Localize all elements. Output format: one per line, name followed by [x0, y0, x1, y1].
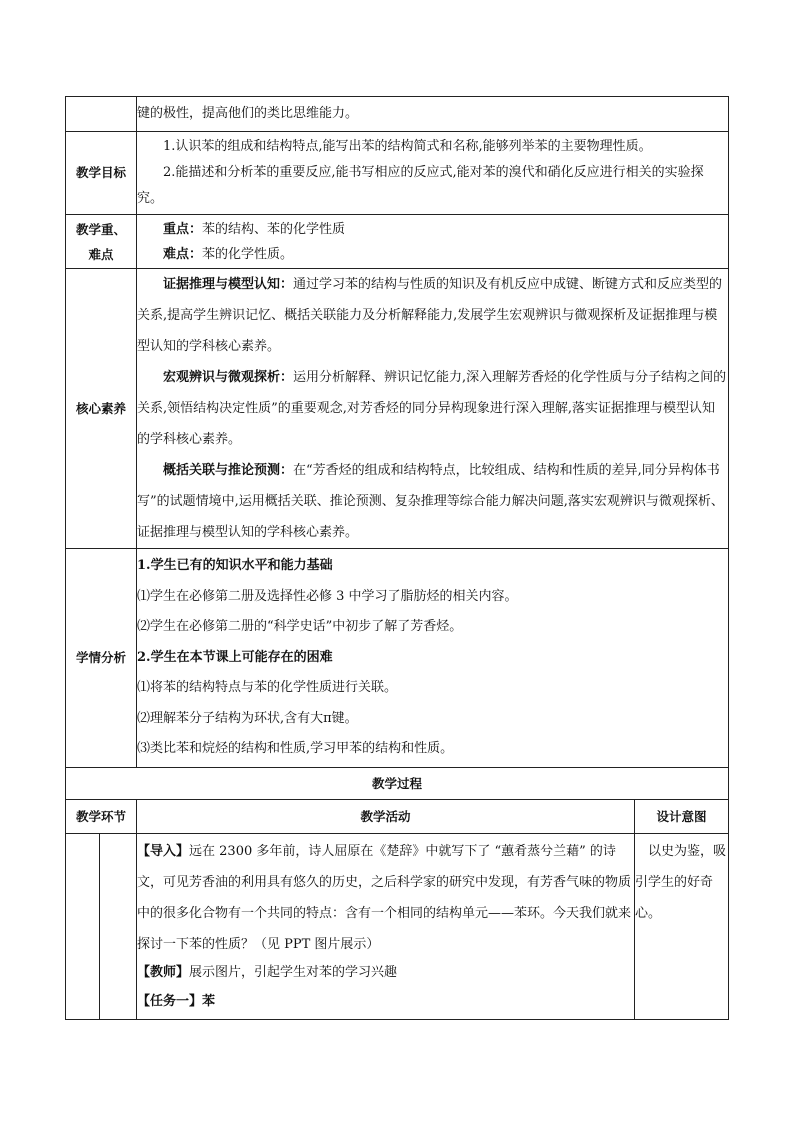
col-header-intent: 设计意图	[635, 800, 729, 834]
col-header-stage: 教学环节	[66, 800, 137, 834]
literacy-para-1-text: 通过学习苯的结构与性质的知识及有机反应中成键、断键方式和反应类型的关系,提高学生辨识记忆、概括关联能力及分析解释能力,发展学生宏观辨识与微观探析及证据推理与模型认知的学科核心素养。	[137, 277, 723, 354]
teacher-text: 展示图片，引起学生对苯的学习兴趣	[189, 965, 398, 980]
literacy-row	[66, 269, 729, 549]
intro-text: 远在 2300 多年前，诗人屈原在《楚辞》中就写下了 “蕙肴蒸兮兰藉” 的诗文，可见芳香油的利用具有悠久的历史，之后科学家的研究中发现，有芳香气味的物质中的很多化合物有一个共同的特点：含有一个相同的结构单元——苯环。今天我们就来探讨一下苯的性质？（见 PPT 图片展示）	[137, 844, 632, 952]
keypoints-label-line1: 教学重、	[75, 221, 126, 237]
key-point-label: 重点：	[163, 221, 203, 237]
stage-cell-b	[100, 834, 137, 1020]
analysis-line-5: ⑶类比苯和烷烃的结构和性质,学习甲苯的结构和性质。	[137, 741, 454, 757]
col-header-activity: 教学活动	[137, 800, 635, 834]
analysis-line-4: ⑵理解苯分子结构为环状,含有大π键。	[137, 710, 358, 726]
keypoints-label-line2: 难点	[88, 246, 114, 262]
intro-para	[137, 836, 634, 960]
keypoints-content	[137, 215, 729, 269]
teacher-para	[137, 960, 634, 985]
task-para	[137, 985, 634, 1019]
key-point-text: 苯的结构、苯的化学性质	[202, 221, 346, 237]
task-tag: 【任务一】	[137, 994, 203, 1009]
keypoints-label	[66, 215, 137, 269]
analysis-content	[137, 549, 729, 768]
literacy-para-3-head: 概括关联与推论预测：	[163, 463, 294, 478]
literacy-label: 核心素养	[66, 269, 137, 549]
literacy-para-3-text: 在“芳香烃的组成和结构特点，比较组成、结构和性质的差异,同分异构体书写”的试题情境中,运用概括关联、推论预测、复杂推理等综合能力解决问题,落实宏观辨识与微观探析、证据推理与模型认知的学科核心素养。	[137, 463, 724, 540]
analysis-heading-1: 1.学生已有的知识水平和能力基础	[137, 558, 333, 574]
literacy-content	[137, 269, 729, 549]
analysis-heading-2: 2.学生在本节课上可能存在的困难	[137, 649, 333, 665]
analysis-line-2: ⑵学生在必修第二册的“科学史话”中初步了解了芳香烃。	[137, 619, 463, 635]
keypoints-row	[66, 215, 729, 269]
goals-label: 教学目标	[66, 132, 137, 215]
goals-row	[66, 132, 729, 215]
intent-cell: 以史为鉴，吸引学生的好奇心。	[635, 834, 729, 1020]
continuation-row	[66, 97, 729, 132]
key-point	[137, 217, 728, 242]
intro-tag: 【导入】	[137, 844, 190, 859]
hard-point-text: 苯的化学性质。	[202, 246, 294, 262]
literacy-para-1-head: 证据推理与模型认知：	[163, 277, 294, 292]
process-title-row	[66, 768, 729, 800]
activity-row	[66, 834, 729, 1020]
literacy-para-2	[137, 362, 728, 455]
literacy-para-2-text: 运用分析解释、辨识记忆能力,深入理解芳香烃的化学性质与分子结构之间的关系,领悟结构决定性质”的重要观念,对芳香烃的同分异构现象进行深入理解,落实证据推理与模型认知的学科核心素养。	[137, 370, 727, 447]
literacy-para-3	[137, 455, 728, 548]
task-text: 苯	[202, 994, 216, 1009]
hard-point	[137, 242, 728, 267]
lesson-plan-table	[65, 96, 729, 1020]
process-header-row	[66, 800, 729, 834]
process-title: 教学过程	[66, 768, 729, 800]
hard-point-label: 难点：	[163, 246, 203, 262]
stage-cell-a	[66, 834, 100, 1020]
analysis-line-3: ⑴将苯的结构特点与苯的化学性质进行关联。	[137, 680, 398, 696]
activity-content	[137, 834, 635, 1020]
analysis-row	[66, 549, 729, 768]
goal-item-2: 2.能描述和分析苯的重要反应,能书写相应的反应式,能对苯的溴代和硝化反应进行相关的实验探究。	[137, 165, 704, 206]
literacy-para-1	[137, 269, 728, 362]
goal-item-1: 1.认识苯的组成和结构特点,能写出苯的结构简式和名称,能够列举苯的主要物理性质。	[163, 139, 652, 154]
goals-content	[137, 132, 729, 215]
literacy-para-2-head: 宏观辨识与微观探析：	[163, 370, 294, 385]
analysis-label: 学情分析	[66, 549, 137, 768]
analysis-line-1: ⑴学生在必修第二册及选择性必修 3 中学习了脂肪烃的相关内容。	[137, 588, 518, 604]
teacher-tag: 【教师】	[137, 965, 190, 980]
empty-label-cell	[66, 97, 137, 132]
continuation-text: 键的极性，提高他们的类比思维能力。	[137, 97, 729, 132]
